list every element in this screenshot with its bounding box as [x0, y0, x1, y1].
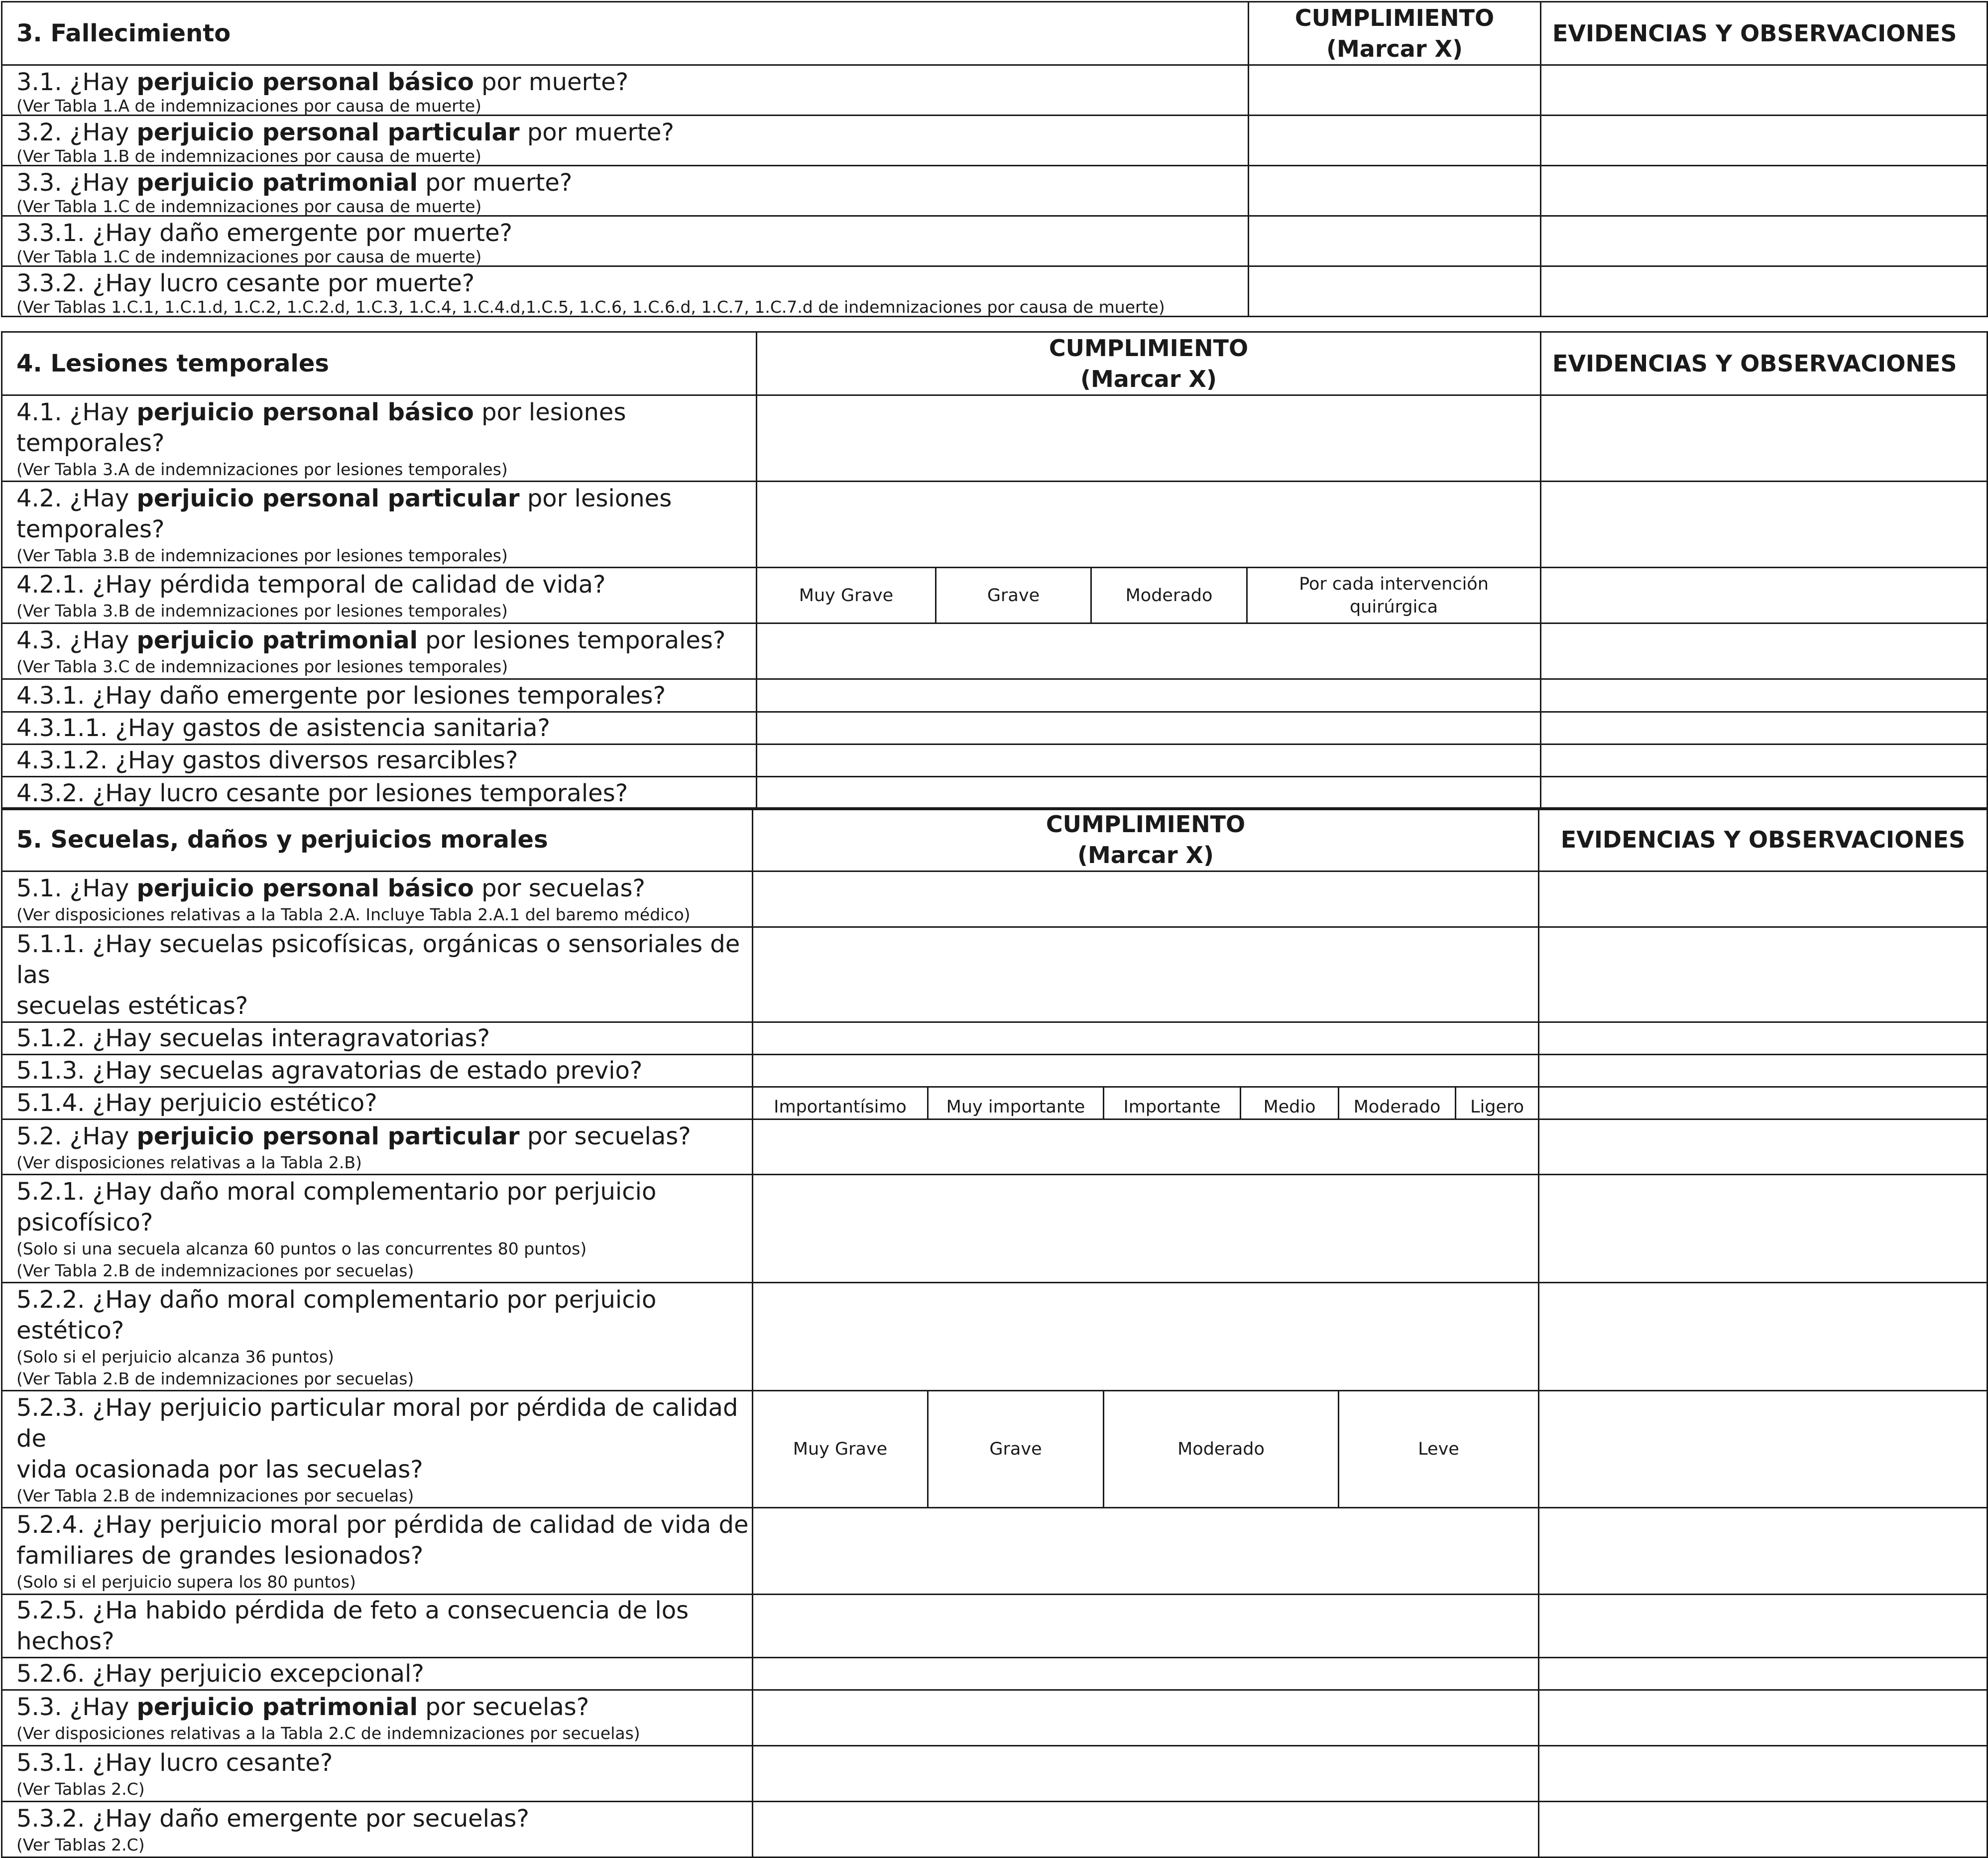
question-text: 5.1.4. ¿Hay perjuicio estético?	[16, 1089, 377, 1117]
question-emphasis: perjuicio personal particular	[136, 1122, 520, 1150]
section-5-secuelas-table	[1, 807, 1988, 1858]
table-row	[2, 623, 1988, 679]
question-note: (Ver Tabla 3.C de indemnizaciones por lesiones temporales)	[16, 657, 508, 676]
question-note-2: (Ver Tabla 2.B de indemnizaciones por secuelas)	[16, 1369, 414, 1388]
question-cell	[2, 1595, 753, 1658]
evidence-header: EVIDENCIAS Y OBSERVACIONES	[1541, 332, 1988, 395]
compliance-mark-cell[interactable]	[757, 482, 1541, 568]
question-text: 4.3.1.1. ¿Hay gastos de asistencia sanitaria?	[16, 714, 551, 742]
evidence-cell[interactable]	[1541, 568, 1988, 623]
question-cell	[2, 568, 757, 623]
compliance-instruction: (Marcar X)	[1080, 366, 1217, 392]
table-row	[2, 1119, 1988, 1175]
evidence-cell[interactable]	[1541, 482, 1988, 568]
question-text: por secuelas?	[418, 1693, 589, 1721]
question-cell	[2, 1283, 753, 1391]
table-row	[2, 266, 1988, 317]
compliance-label: CUMPLIMIENTO	[1049, 335, 1249, 362]
compliance-mark-cell[interactable]	[753, 1119, 1539, 1175]
question-cell	[2, 266, 1249, 317]
question-text: 5.1.3. ¿Hay secuelas agravatorias de estado previo?	[16, 1057, 643, 1085]
table-row	[2, 1391, 1988, 1508]
question-note: (Ver disposiciones relativas a la Tabla 2.C de indemnizaciones por secuelas)	[16, 1724, 640, 1743]
option-leve[interactable]: Leve	[1339, 1391, 1539, 1508]
table-row	[2, 1508, 1988, 1595]
question-cell	[2, 1119, 753, 1175]
question-note: (Ver Tabla 2.B de indemnizaciones por secuelas)	[16, 1486, 414, 1505]
question-note: (Ver Tablas 2.C)	[16, 1835, 145, 1855]
compliance-mark-cell[interactable]	[753, 1508, 1539, 1595]
question-emphasis: perjuicio personal particular	[136, 119, 520, 146]
evidence-cell[interactable]	[1539, 1746, 1988, 1802]
question-cell	[2, 166, 1249, 216]
table-row	[2, 1283, 1988, 1391]
evidence-header: EVIDENCIAS Y OBSERVACIONES	[1541, 2, 1988, 65]
evidence-cell[interactable]	[1541, 623, 1988, 679]
question-cell	[2, 871, 753, 927]
question-text: 4.3.2. ¿Hay lucro cesante por lesiones temporales?	[16, 779, 628, 807]
evidence-cell[interactable]	[1541, 679, 1988, 712]
question-text: 4.3. ¿Hay	[16, 626, 137, 654]
table-row	[2, 1087, 1988, 1119]
table-row	[2, 1055, 1988, 1087]
option-moderado[interactable]: Moderado	[1104, 1391, 1339, 1508]
evidence-cell[interactable]	[1541, 216, 1988, 266]
compliance-mark-cell[interactable]	[1249, 65, 1541, 116]
compliance-mark-cell[interactable]	[753, 1022, 1539, 1055]
evidence-cell[interactable]	[1539, 1022, 1988, 1055]
table-row	[2, 777, 1988, 810]
evidence-cell[interactable]	[1539, 1690, 1988, 1746]
table-row	[2, 744, 1988, 777]
table-row	[2, 1022, 1988, 1055]
question-cell	[2, 1802, 753, 1858]
compliance-mark-cell[interactable]	[757, 712, 1541, 744]
option-muy-grave[interactable]: Muy Grave	[757, 568, 936, 623]
question-note: (Ver Tabla 3.A de indemnizaciones por lesiones temporales)	[16, 460, 508, 479]
question-cell	[2, 116, 1249, 166]
question-text: 5.2. ¿Hay	[16, 1122, 137, 1150]
question-text: 3.3. ¿Hay	[16, 169, 137, 197]
table-row	[2, 712, 1988, 744]
compliance-mark-cell[interactable]	[1249, 116, 1541, 166]
compliance-label: CUMPLIMIENTO	[1046, 811, 1246, 838]
table-row	[2, 1658, 1988, 1690]
table-row	[2, 65, 1988, 116]
question-emphasis: perjuicio patrimonial	[136, 169, 418, 197]
question-text: 3.1. ¿Hay	[16, 68, 137, 96]
question-cell	[2, 1175, 753, 1283]
question-cell	[2, 482, 757, 568]
question-note: (Ver Tabla 3.B de indemnizaciones por lesiones temporales)	[16, 546, 508, 565]
question-note: (Ver Tablas 1.C.1, 1.C.1.d, 1.C.2, 1.C.2.d, 1.C.3, 1.C.4, 1.C.4.d,1.C.5, 1.C.6, 1.C.6.d, 1.C.7, 1.C.7.d de indemnizaciones por causa de muerte)	[16, 297, 1165, 317]
question-emphasis: perjuicio personal particular	[136, 485, 520, 512]
compliance-mark-cell[interactable]	[753, 1055, 1539, 1087]
option-grave[interactable]: Grave	[928, 1391, 1104, 1508]
option-muy-importante[interactable]: Muy importante	[928, 1087, 1104, 1119]
compliance-mark-cell[interactable]	[753, 1658, 1539, 1690]
compliance-mark-cell[interactable]	[753, 1175, 1539, 1283]
evidence-cell[interactable]	[1539, 1087, 1988, 1119]
question-text: por lesiones	[519, 485, 672, 512]
question-note: (Ver Tabla 1.C de indemnizaciones por causa de muerte)	[16, 247, 482, 266]
evidence-cell[interactable]	[1539, 1595, 1988, 1658]
option-por-cada-intervencion[interactable]: Por cada intervención quirúrgica	[1247, 568, 1541, 623]
option-grave[interactable]: Grave	[936, 568, 1091, 623]
compliance-mark-cell[interactable]	[753, 1690, 1539, 1746]
option-importantisimo[interactable]: Importantísimo	[753, 1087, 928, 1119]
question-emphasis: perjuicio patrimonial	[136, 626, 418, 654]
question-text: 3.3.1. ¿Hay daño emergente por muerte?	[16, 219, 513, 247]
question-cell	[2, 1055, 753, 1087]
section-title: 4. Lesiones temporales	[2, 332, 757, 395]
question-text: por lesiones temporales?	[418, 626, 726, 654]
compliance-mark-cell[interactable]	[753, 1802, 1539, 1858]
table-row	[2, 482, 1988, 568]
question-text-continued: familiares de grandes lesionados?	[16, 1542, 424, 1570]
compliance-mark-cell[interactable]	[753, 1746, 1539, 1802]
question-cell	[2, 1746, 753, 1802]
question-text: 5.3.2. ¿Hay daño emergente por secuelas?	[16, 1805, 529, 1833]
option-muy-grave[interactable]: Muy Grave	[753, 1391, 928, 1508]
evidence-cell[interactable]	[1539, 1802, 1988, 1858]
compliance-mark-cell[interactable]	[1249, 266, 1541, 317]
question-text: por muerte?	[519, 119, 674, 146]
compliance-mark-cell[interactable]	[753, 1283, 1539, 1391]
question-cell	[2, 679, 757, 712]
evidence-header: EVIDENCIAS Y OBSERVACIONES	[1539, 808, 1988, 871]
question-cell	[2, 1690, 753, 1746]
table-row	[2, 116, 1988, 166]
question-text: 5.3.1. ¿Hay lucro cesante?	[16, 1749, 333, 1777]
question-text-continued: vida ocasionada por las secuelas?	[16, 1456, 423, 1484]
compliance-header	[753, 808, 1539, 871]
section-title: 3. Fallecimiento	[2, 2, 1249, 65]
evidence-cell[interactable]	[1539, 871, 1988, 927]
question-note: (Ver Tabla 1.B de indemnizaciones por causa de muerte)	[16, 146, 482, 166]
question-cell	[2, 1391, 753, 1508]
section-4-lesiones-temporales-table	[1, 331, 1988, 810]
table-row	[2, 871, 1988, 927]
question-cell	[2, 1022, 753, 1055]
evidence-cell[interactable]	[1541, 166, 1988, 216]
option-moderado[interactable]: Moderado	[1091, 568, 1247, 623]
question-emphasis: perjuicio patrimonial	[136, 1693, 418, 1721]
evidence-cell[interactable]	[1541, 712, 1988, 744]
section-3-fallecimiento-table	[1, 1, 1988, 317]
compliance-mark-cell[interactable]	[757, 679, 1541, 712]
evidence-cell[interactable]	[1539, 1391, 1988, 1508]
evidence-cell[interactable]	[1539, 1283, 1988, 1391]
question-text: 5.2.1. ¿Hay daño moral complementario por perjuicio psicofísico?	[16, 1178, 657, 1237]
section-title: 5. Secuelas, daños y perjuicios morales	[2, 808, 753, 871]
compliance-mark-cell[interactable]	[1249, 166, 1541, 216]
question-cell	[2, 777, 757, 810]
table-row	[2, 1690, 1988, 1746]
question-text-continued: temporales?	[16, 515, 165, 543]
question-note: (Solo si el perjuicio supera los 80 puntos)	[16, 1572, 356, 1592]
question-cell	[2, 65, 1249, 116]
evidence-cell[interactable]	[1539, 1119, 1988, 1175]
question-text: 5.1.1. ¿Hay secuelas psicofísicas, orgánicas o sensoriales de las	[16, 930, 740, 989]
compliance-mark-cell[interactable]	[753, 871, 1539, 927]
evidence-cell[interactable]	[1539, 1175, 1988, 1283]
question-text: 4.2. ¿Hay	[16, 485, 137, 512]
question-cell	[2, 744, 757, 777]
evidence-cell[interactable]	[1541, 116, 1988, 166]
evidence-cell[interactable]	[1541, 777, 1988, 810]
table-row	[2, 166, 1988, 216]
option-ligero[interactable]: Ligero	[1456, 1087, 1539, 1119]
question-text: 5.3. ¿Hay	[16, 1693, 137, 1721]
question-cell	[2, 1087, 753, 1119]
option-moderado[interactable]: Moderado	[1339, 1087, 1456, 1119]
question-emphasis: perjuicio personal básico	[136, 874, 474, 902]
compliance-label: CUMPLIMIENTO	[1294, 4, 1495, 31]
evidence-cell[interactable]	[1539, 1658, 1988, 1690]
compliance-mark-cell[interactable]	[753, 927, 1539, 1022]
question-text: 4.2.1. ¿Hay pérdida temporal de calidad de vida?	[16, 571, 606, 599]
evidence-cell[interactable]	[1539, 1055, 1988, 1087]
compliance-mark-cell[interactable]	[757, 777, 1541, 810]
question-note: (Ver disposiciones relativas a la Tabla 2.B)	[16, 1153, 362, 1172]
question-note: (Ver Tabla 1.C de indemnizaciones por causa de muerte)	[16, 197, 482, 216]
question-text-continued: secuelas estéticas?	[16, 992, 248, 1020]
evidence-cell[interactable]	[1541, 65, 1988, 116]
compliance-mark-cell[interactable]	[757, 744, 1541, 777]
question-cell	[2, 1658, 753, 1690]
table-row	[2, 1595, 1988, 1658]
table-row	[2, 927, 1988, 1022]
compliance-mark-cell[interactable]	[1249, 216, 1541, 266]
compliance-header	[1249, 2, 1541, 65]
evidence-cell[interactable]	[1541, 744, 1988, 777]
question-text: 5.2.6. ¿Hay perjuicio excepcional?	[16, 1660, 424, 1688]
table-row	[2, 395, 1988, 482]
compliance-mark-cell[interactable]	[753, 1595, 1539, 1658]
compliance-instruction: (Marcar X)	[1326, 35, 1463, 62]
question-text: 5.2.2. ¿Hay daño moral complementario por perjuicio estético?	[16, 1286, 657, 1345]
question-note: (Ver Tabla 1.A de indemnizaciones por causa de muerte)	[16, 96, 481, 116]
question-text: por secuelas?	[519, 1122, 691, 1150]
table-row	[2, 1802, 1988, 1858]
compliance-mark-cell[interactable]	[757, 623, 1541, 679]
question-note: (Solo si el perjuicio alcanza 36 puntos)	[16, 1347, 334, 1366]
question-text: por lesiones temporales?	[16, 398, 626, 457]
question-text: por secuelas?	[473, 874, 646, 902]
evidence-cell[interactable]	[1539, 927, 1988, 1022]
question-text: 5.2.4. ¿Hay perjuicio moral por pérdida de calidad de vida de	[16, 1511, 749, 1539]
question-text: 5.2.5. ¿Ha habido pérdida de feto a consecuencia de los hechos?	[16, 1597, 689, 1655]
question-note: (Ver disposiciones relativas a la Tabla 2.A. Incluye Tabla 2.A.1 del baremo médico)	[16, 905, 691, 924]
question-cell	[2, 623, 757, 679]
question-text: 4.1. ¿Hay	[16, 398, 137, 426]
evidence-cell[interactable]	[1541, 266, 1988, 317]
option-medio[interactable]: Medio	[1241, 1087, 1339, 1119]
question-note: (Solo si una secuela alcanza 60 puntos o las concurrentes 80 puntos)	[16, 1239, 587, 1258]
question-cell	[2, 216, 1249, 266]
table-row	[2, 568, 1988, 623]
question-emphasis: perjuicio personal básico	[136, 68, 474, 96]
question-text: por muerte?	[473, 68, 629, 96]
question-note: (Ver Tabla 3.B de indemnizaciones por lesiones temporales)	[16, 601, 508, 620]
question-text: 4.3.1. ¿Hay daño emergente por lesiones temporales?	[16, 681, 666, 710]
question-emphasis: perjuicio personal básico	[136, 398, 474, 426]
question-cell	[2, 395, 757, 482]
evidence-cell[interactable]	[1539, 1508, 1988, 1595]
table-row	[2, 1175, 1988, 1283]
compliance-instruction: (Marcar X)	[1077, 842, 1214, 868]
compliance-header	[757, 332, 1541, 395]
table-row	[2, 216, 1988, 266]
question-cell	[2, 927, 753, 1022]
question-text: 5.2.3. ¿Hay perjuicio particular moral por pérdida de calidad de	[16, 1394, 738, 1453]
question-text: 5.1.2. ¿Hay secuelas interagravatorias?	[16, 1024, 490, 1052]
option-importante[interactable]: Importante	[1104, 1087, 1241, 1119]
question-text: 3.2. ¿Hay	[16, 119, 137, 146]
table-row	[2, 679, 1988, 712]
question-text: por muerte?	[418, 169, 573, 197]
question-cell	[2, 1508, 753, 1595]
evidence-cell[interactable]	[1541, 395, 1988, 482]
question-note: (Ver Tablas 2.C)	[16, 1779, 145, 1799]
table-row	[2, 1746, 1988, 1802]
question-cell	[2, 712, 757, 744]
question-text: 5.1. ¿Hay	[16, 874, 137, 902]
question-text: 3.3.2. ¿Hay lucro cesante por muerte?	[16, 269, 475, 297]
compliance-mark-cell[interactable]	[757, 395, 1541, 482]
question-text: 4.3.1.2. ¿Hay gastos diversos resarcibles?	[16, 746, 518, 774]
question-note-2: (Ver Tabla 2.B de indemnizaciones por secuelas)	[16, 1261, 414, 1280]
